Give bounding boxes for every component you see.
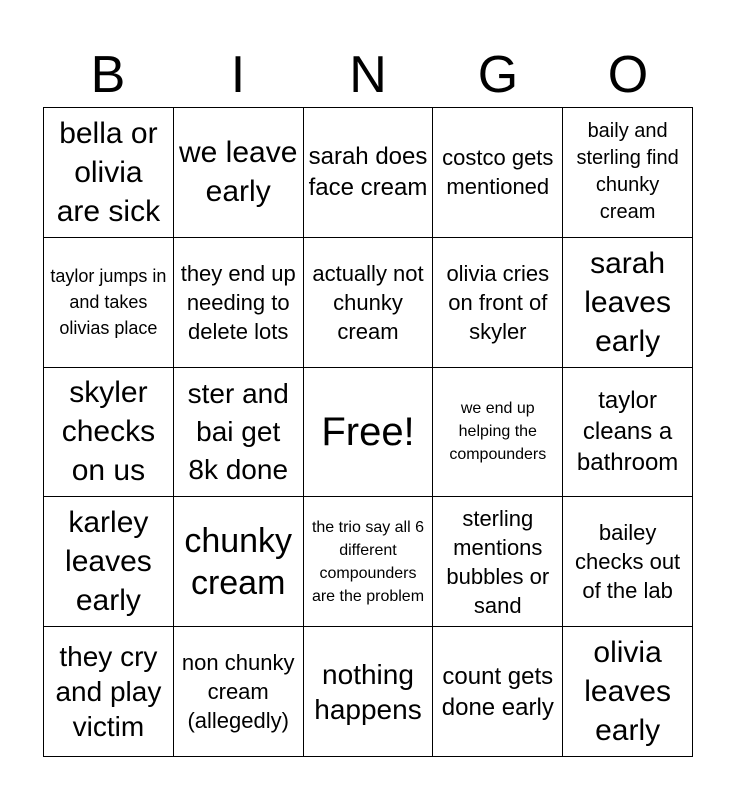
bingo-cell-r4c2[interactable] <box>174 497 304 627</box>
bingo-cell-r1c1[interactable] <box>44 108 174 238</box>
cell-text: count gets done early <box>441 662 554 721</box>
header-letter-i: I <box>230 46 246 104</box>
header-letter-g: G <box>477 46 519 104</box>
bingo-cell-r5c3[interactable] <box>304 627 434 757</box>
cell-text: bella or olivia are sick <box>56 116 161 228</box>
bingo-cell-r4c3[interactable] <box>304 497 434 627</box>
cell-text: taylor cleans a bathroom <box>576 387 679 477</box>
bingo-cell-r4c1[interactable] <box>44 497 174 627</box>
bingo-cell-r2c3[interactable] <box>304 238 434 368</box>
cell-text: chunky cream <box>184 521 293 602</box>
bingo-cell-r2c1[interactable] <box>44 238 174 368</box>
cell-text: they end up needing to delete lots <box>180 260 296 344</box>
bingo-cell-r5c1[interactable] <box>44 627 174 757</box>
cell-text: ster and bai get 8k done <box>187 377 289 485</box>
bingo-cell-r2c5[interactable] <box>563 238 693 368</box>
free-space-text: Free! <box>321 409 415 454</box>
header-letter-n: N <box>349 46 387 104</box>
bingo-cell-r5c2[interactable] <box>174 627 304 757</box>
cell-text: olivia cries on front of skyler <box>446 260 550 344</box>
cell-text: we leave early <box>178 136 298 209</box>
bingo-cell-r2c4[interactable] <box>433 238 563 368</box>
bingo-cell-r5c5[interactable] <box>563 627 693 757</box>
bingo-cell-r2c2[interactable] <box>174 238 304 368</box>
cell-text: non chunky cream (allegedly) <box>181 650 295 734</box>
cell-text: sarah leaves early <box>584 246 671 358</box>
cell-text: baily and sterling find chunky cream <box>576 120 679 224</box>
cell-text: karley leaves early <box>65 506 152 618</box>
header-letter-b: B <box>90 46 126 104</box>
cell-text: costco gets mentioned <box>442 145 554 200</box>
bingo-header <box>43 44 693 106</box>
bingo-cell-r4c5[interactable] <box>563 497 693 627</box>
cell-text: they cry and play victim <box>55 641 162 743</box>
bingo-cell-r3c4[interactable] <box>433 368 563 498</box>
bingo-cell-r3c1[interactable] <box>44 368 174 498</box>
cell-text: nothing happens <box>314 658 422 725</box>
bingo-cell-free[interactable] <box>304 368 434 498</box>
bingo-cell-r1c2[interactable] <box>174 108 304 238</box>
bingo-cell-r5c4[interactable] <box>433 627 563 757</box>
bingo-cell-r1c5[interactable] <box>563 108 693 238</box>
bingo-cell-r3c2[interactable] <box>174 368 304 498</box>
cell-text: actually not chunky cream <box>312 260 424 344</box>
cell-text: we end up helping the compounders <box>449 400 547 464</box>
cell-text: bailey checks out of the lab <box>575 520 681 604</box>
cell-text: the trio say all 6 different compounders are the problem <box>311 518 425 605</box>
cell-text: taylor jumps in and takes olivias place <box>50 266 167 339</box>
cell-text: sarah does face cream <box>308 143 428 202</box>
cell-text: skyler checks on us <box>61 376 156 488</box>
header-letter-o: O <box>607 46 649 104</box>
bingo-board <box>43 107 693 757</box>
cell-text: olivia leaves early <box>584 636 671 748</box>
cell-text: sterling mentions bubbles or sand <box>446 505 550 618</box>
bingo-cell-r4c4[interactable] <box>433 497 563 627</box>
bingo-cell-r1c4[interactable] <box>433 108 563 238</box>
bingo-cell-r3c5[interactable] <box>563 368 693 498</box>
bingo-cell-r1c3[interactable] <box>304 108 434 238</box>
